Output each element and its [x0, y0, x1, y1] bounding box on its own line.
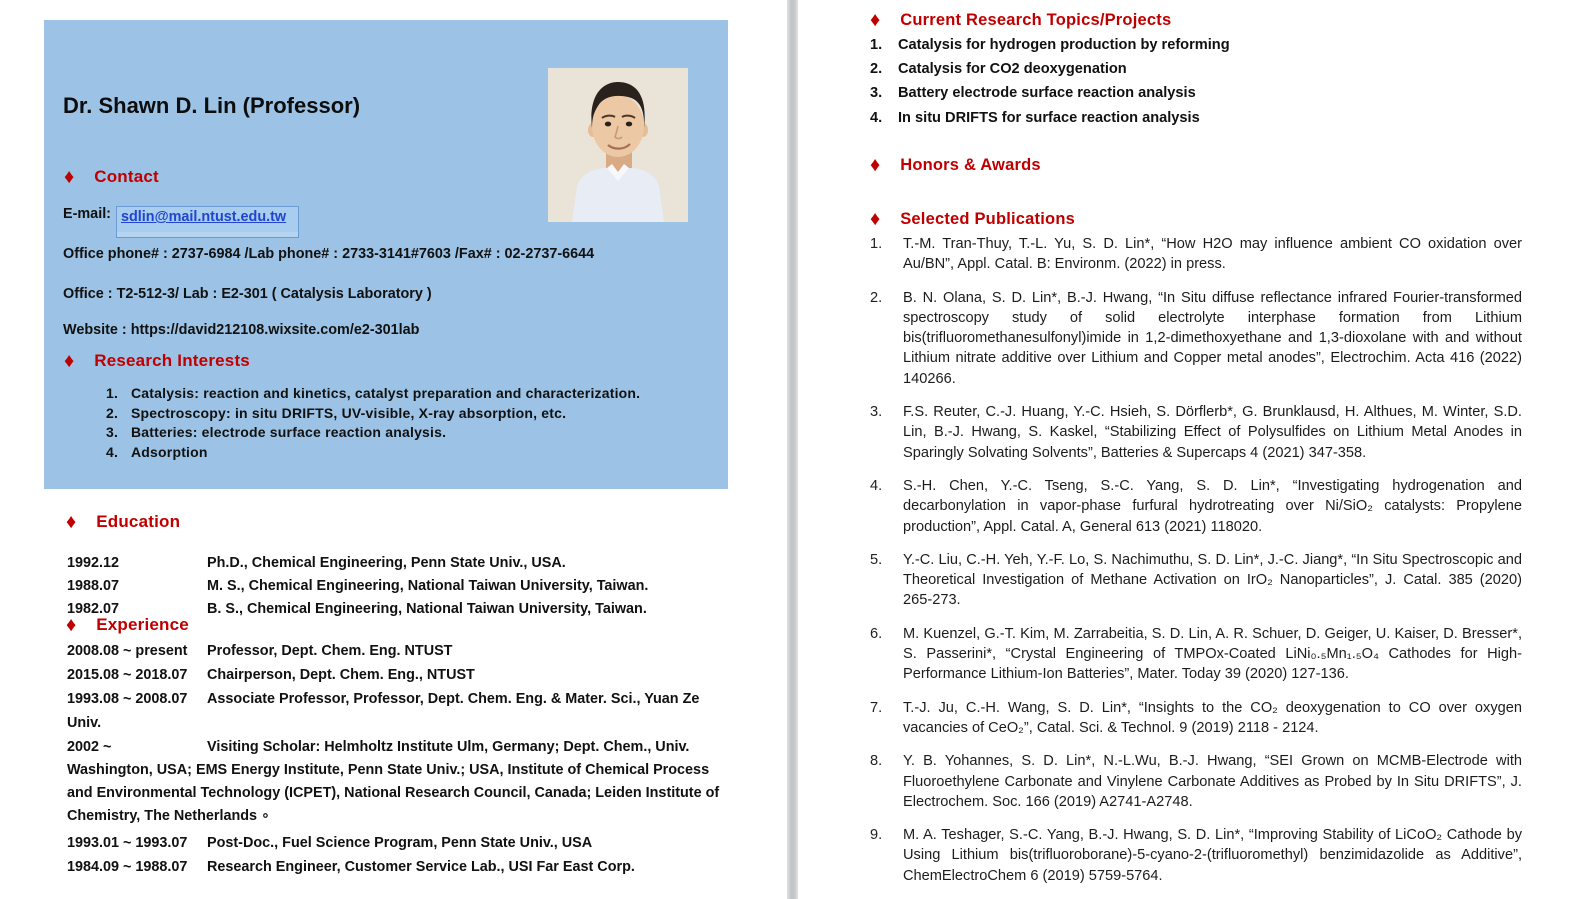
publications-list — [870, 234, 1522, 899]
list-item: 4. Adsorption — [106, 443, 208, 460]
selected-publications-heading-label: Selected Publications — [900, 209, 1075, 228]
publication-item: 3. F.S. Reuter, C.-J. Huang, Y.-C. Hsieh, S. Dörflerb*, G. Brunklausd, H. Althues, M. Winter, S.D. Lin, B.-J. Hwang, S. Kaskel, “Stabilizing Effect of Polysulfides on Lithium Metal Anodes in Sparingly Solvating Solvents”, Batteries & Supercaps 4 (2021) 347-358. — [870, 404, 1522, 461]
experience-row: 2002 ~ Visiting Scholar: Helmholtz Institute Ulm, Germany; Dept. Chem., Univ. Washington, USA; EMS Energy Institute, Penn State Univ.; USA, Institute of Chemical Process and Environmental Technology (ICPET), National Research Council, Canada; Leiden Institute of Chemistry, The Netherlands ∘ — [67, 738, 720, 825]
experience-row: 1993.08 ~ 2008.07 Associate Professor, Professor, Dept. Chem. Eng. & Mater. Sci., Yuan Ze Univ. — [67, 691, 700, 731]
profile-left-page — [0, 0, 787, 899]
education-heading — [66, 512, 180, 532]
publication-item: 9. M. A. Teshager, S.-C. Yang, B.-J. Hwang, S. D. Lin*, “Improving Stability of LiCoO₂ Cathode by Using Lithium bis(trifluoroborane)-5-cyano-2-(trifluoromethyl) benzimidazolide as Additive”, ChemElectroChem 6 (2019) 5759-5764. — [870, 827, 1522, 884]
honors-awards-heading — [870, 155, 1041, 175]
list-item: 2. Spectroscopy: in situ DRIFTS, UV-visible, X-ray absorption, etc. — [106, 404, 567, 421]
profile-right-page — [798, 0, 1583, 899]
research-interests-heading-label: Research Interests — [94, 351, 250, 370]
current-research-topics-heading — [870, 10, 1171, 30]
experience-heading-label: Experience — [96, 615, 189, 634]
list-item: 1. Catalysis: reaction and kinetics, catalyst preparation and characterization. — [106, 385, 641, 401]
email-link[interactable]: sdlin@mail.ntust.edu.tw — [120, 209, 287, 225]
education-row: 1992.12 Ph.D., Chemical Engineering, Penn State Univ., USA. — [67, 555, 566, 571]
diamond-icon: ♦ — [870, 154, 881, 176]
selected-publications-heading — [870, 209, 1075, 229]
publication-item: 4. S.-H. Chen, Y.-C. Tseng, S.-C. Yang, S. D. Lin*, “Investigating hydrogenation and decarbonylation in vapor-phase furfural hydrotreating over Ni/SiO₂ catalysts: Propylene production”, Appl. Catal. A, General 613 (2021) 118020. — [870, 477, 1522, 535]
diamond-icon: ♦ — [64, 166, 75, 188]
professor-photo — [548, 68, 688, 222]
website-row: Website : https://david212108.wixsite.com/e2-301lab — [63, 322, 420, 338]
research-interests-list — [106, 385, 640, 463]
list-item: 4. In situ DRIFTS for surface reaction analysis — [870, 109, 1200, 126]
experience-row: 1984.09 ~ 1988.07 Research Engineer, Customer Service Lab., USI Far East Corp. — [67, 858, 635, 875]
diamond-icon: ♦ — [66, 614, 77, 636]
current-research-topics-heading-label: Current Research Topics/Projects — [900, 10, 1172, 29]
list-item: 2. Catalysis for CO2 deoxygenation — [870, 61, 1127, 78]
publication-item: 7. T.-J. Ju, C.-H. Wang, S. D. Lin*, “Insights to the CO₂ deoxygenation to CO over oxygen vacancies of CeO₂”, Catal. Sci. & Technol. 9 (2019) 2118 - 2124. — [870, 699, 1522, 736]
experience-row: 2008.08 ~ present Professor, Dept. Chem. Eng. NTUST — [67, 643, 453, 659]
email-row — [63, 206, 299, 238]
diamond-icon: ♦ — [66, 511, 77, 533]
email-label: E-mail: — [63, 206, 111, 222]
page-gutter-divider — [787, 0, 798, 899]
experience-list — [67, 640, 729, 880]
education-list — [67, 552, 747, 621]
profile-header-card — [44, 20, 728, 489]
diamond-icon: ♦ — [64, 350, 75, 372]
diamond-icon: ♦ — [870, 208, 881, 230]
experience-row: 2015.08 ~ 2018.07 Chairperson, Dept. Chem. Eng., NTUST — [67, 667, 475, 684]
email-selection-box — [116, 206, 299, 238]
experience-heading — [66, 615, 189, 635]
research-interests-heading — [64, 351, 250, 371]
honors-awards-heading-label: Honors & Awards — [900, 155, 1041, 174]
publication-item: 5. Y.-C. Liu, C.-H. Yeh, Y.-F. Lo, S. Nachimuthu, S. D. Lin*, J.-C. Jiang*, “In Situ Spectroscopic and Theoretical Investigation of Methane Activation on IrO₂ Nanoparticles”, J. Catal. 385 (2020) 265-273. — [870, 551, 1522, 609]
publication-item: 8. Y. B. Yohannes, S. D. Lin*, N.-L.Wu, B.-J. Hwang, “SEI Grown on MCMB-Electrode with Fluoroethylene Carbonate and Vinylene Carbonate Additives as Probed by In Situ DRIFTS”, J. Electrochem. Soc. 166 (2019) A2741-A2748. — [870, 753, 1522, 810]
education-row: 1982.07 B. S., Chemical Engineering, National Taiwan University, Taiwan. — [67, 601, 647, 617]
phone-row: Office phone# : 2737-6984 /Lab phone# : 2733-3141#7603 /Fax# : 02-2737-6644 — [63, 246, 595, 262]
contact-heading — [64, 167, 159, 187]
diamond-icon: ♦ — [870, 9, 881, 31]
publication-item: 1. T.-M. Tran-Thuy, T.-L. Yu, S. D. Lin*, “How H2O may influence ambient CO oxidation over Au/BN”, Appl. Catal. B: Environm. (2022) in press. — [870, 236, 1522, 273]
experience-row: 1993.01 ~ 1993.07 Post-Doc., Fuel Science Program, Penn State Univ., USA — [67, 834, 593, 851]
portrait-illustration — [548, 68, 688, 222]
professor-name: Dr. Shawn D. Lin (Professor) — [63, 93, 361, 118]
publication-item: 6. M. Kuenzel, G.-T. Kim, M. Zarrabeitia, S. D. Lin, A. R. Schuer, D. Geiger, U. Kaiser, D. Bresser*, S. Passerini*, “Crystal Engineering of TMPOx-Coated LiNi₀.₅Mn₁.₅O₄ Cathodes for High-Performance Lithium-Ion Batteries”, Mater. Today 39 (2020) 127-136. — [870, 625, 1522, 683]
education-row: 1988.07 M. S., Chemical Engineering, National Taiwan University, Taiwan. — [67, 578, 649, 594]
research-topics-list — [870, 37, 1230, 134]
list-item: 3. Batteries: electrode surface reaction analysis. — [106, 424, 447, 441]
office-row: Office : T2-512-3/ Lab : E2-301 ( Catalysis Laboratory ) — [63, 286, 432, 302]
contact-heading-label: Contact — [94, 167, 159, 186]
list-item: 1. Catalysis for hydrogen production by reforming — [870, 37, 1230, 53]
education-heading-label: Education — [96, 512, 181, 531]
publication-item: 2. B. N. Olana, S. D. Lin*, B.-J. Hwang, “In Situ diffuse reflectance infrared Fourier-transformed spectroscopy study of solid electrolyte interphase formation from Lithium bis(trifluoromethanesulfonyl)imide in 1,2-dimethoxyethane and 1,3-dioxolane with and without Lithium nitrate additive over Lithium and Copper metal anodes”, Electrochim. Acta 416 (2022) 140266. — [870, 289, 1522, 387]
list-item: 3. Battery electrode surface reaction analysis — [870, 85, 1196, 102]
